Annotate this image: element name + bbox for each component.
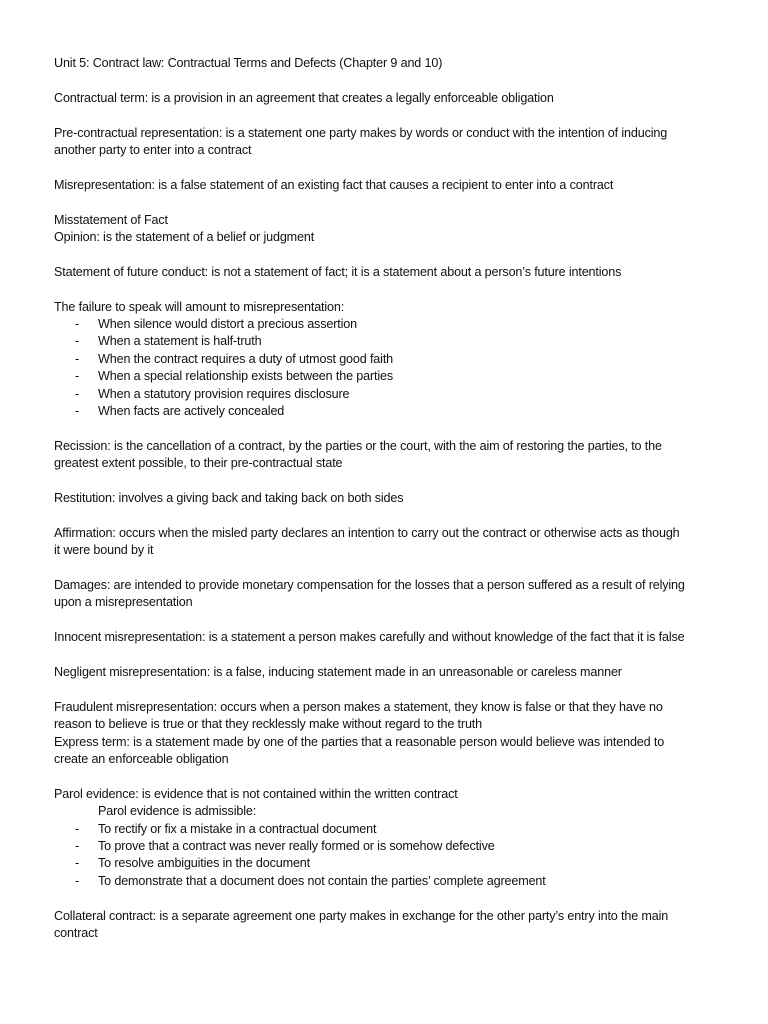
future-conduct-definition: Statement of future conduct: is not a statement of fact; it is a statement about a person’s future intentions — [54, 264, 622, 279]
express-term-definition: Express term: is a statement made by one of the parties that a reasonable person would believe was intended to — [54, 734, 665, 749]
parol-evidence-list — [54, 821, 728, 891]
list-item: - When a special relationship exists between the parties — [54, 368, 728, 385]
failure-to-speak-list — [54, 316, 728, 420]
pre-contractual-representation-definition: Pre-contractual representation: is a statement one party makes by words or conduct with the intention of inducing another party to enter into a contract — [54, 125, 668, 157]
dash-bullet: - — [75, 856, 80, 871]
dash-bullet: - — [75, 821, 80, 836]
contractual-term-definition: Contractual term: is a provision in an agreement that creates a legally enforceable obligation — [54, 90, 554, 105]
negligent-misrepresentation-definition: Negligent misrepresentation: is a false, inducing statement made in an unreasonable or careless manner — [54, 665, 622, 680]
dash-bullet: - — [75, 404, 80, 419]
list-item: - When a statutory provision requires disclosure — [54, 386, 728, 403]
document-title: Unit 5: Contract law: Contractual Terms and Defects (Chapter 9 and 10) — [54, 56, 443, 70]
parol-evidence-subheading: Parol evidence is admissible: — [98, 804, 257, 819]
list-item: - When a statement is half-truth — [54, 333, 728, 350]
misstatement-heading: Misstatement of Fact — [54, 212, 168, 227]
opinion-definition: Opinion: is the statement of a belief or judgment — [54, 230, 315, 244]
dash-bullet: - — [75, 386, 80, 401]
dash-bullet: - — [75, 334, 80, 349]
affirmation-definition: Affirmation: occurs when the misled party declares an intention to carry out the contract or otherwise acts as though it were bound by it — [54, 525, 680, 558]
dash-bullet: - — [75, 369, 80, 384]
failure-to-speak-heading: The failure to speak will amount to misrepresentation: — [54, 299, 345, 314]
misrepresentation-definition: Misrepresentation: is a false statement of an existing fact that causes a recipient to enter into a contract — [54, 177, 614, 192]
parol-evidence-definition: Parol evidence: is evidence that is not contained within the written contract Parol evidence is admissible: — [54, 786, 728, 821]
recission-definition: Recission: is the cancellation of a contract, by the parties or the court, with the aim of restoring the parties, to the greatest extent possible, to their pre-contractual state — [54, 438, 662, 471]
dash-bullet: - — [75, 317, 80, 331]
list-item: - When the contract requires a duty of utmost good faith — [54, 351, 728, 368]
fraudulent-misrepresentation-definition: Fraudulent misrepresentation: occurs when a person makes a statement, they know is false or that they have no — [54, 699, 663, 714]
list-item: - When facts are actively concealed — [54, 403, 728, 420]
misstatement-and-opinion — [54, 212, 728, 247]
list-item: - To prove that a contract was never really formed or is somehow defective — [54, 838, 728, 855]
restitution-definition: Restitution: involves a giving back and taking back on both sides — [54, 491, 404, 506]
damages-definition: Damages: are intended to provide monetary compensation for the losses that a person suffered as a result of relying upon a misrepresentation — [54, 578, 685, 610]
dash-bullet: - — [75, 839, 80, 854]
dash-bullet: - — [75, 873, 80, 888]
innocent-misrepresentation-definition: Innocent misrepresentation: is a statement a person makes carefully and without knowledge of the fact that it is false — [54, 630, 685, 645]
list-item: - To rectify or fix a mistake in a contractual document — [54, 821, 728, 838]
list-item: - To resolve ambiguities in the document — [54, 855, 728, 872]
dash-bullet: - — [75, 351, 80, 366]
fraudulent-and-express-term: Fraudulent misrepresentation: occurs when a person makes a statement, they know is false or that they have no reason to believe is true or that they recklessly make without regard to the truth Express term: is a statement made by one of the parties that a reasonable person would believe was intended to create an enforceable obligation — [54, 699, 728, 769]
collateral-contract-definition: Collateral contract: is a separate agreement one party makes in exchange for the other party’s entry into the main contract — [54, 908, 669, 941]
list-item: - To demonstrate that a document does not contain the parties’ complete agreement — [54, 873, 728, 890]
list-item: - When silence would distort a precious assertion — [54, 316, 728, 333]
